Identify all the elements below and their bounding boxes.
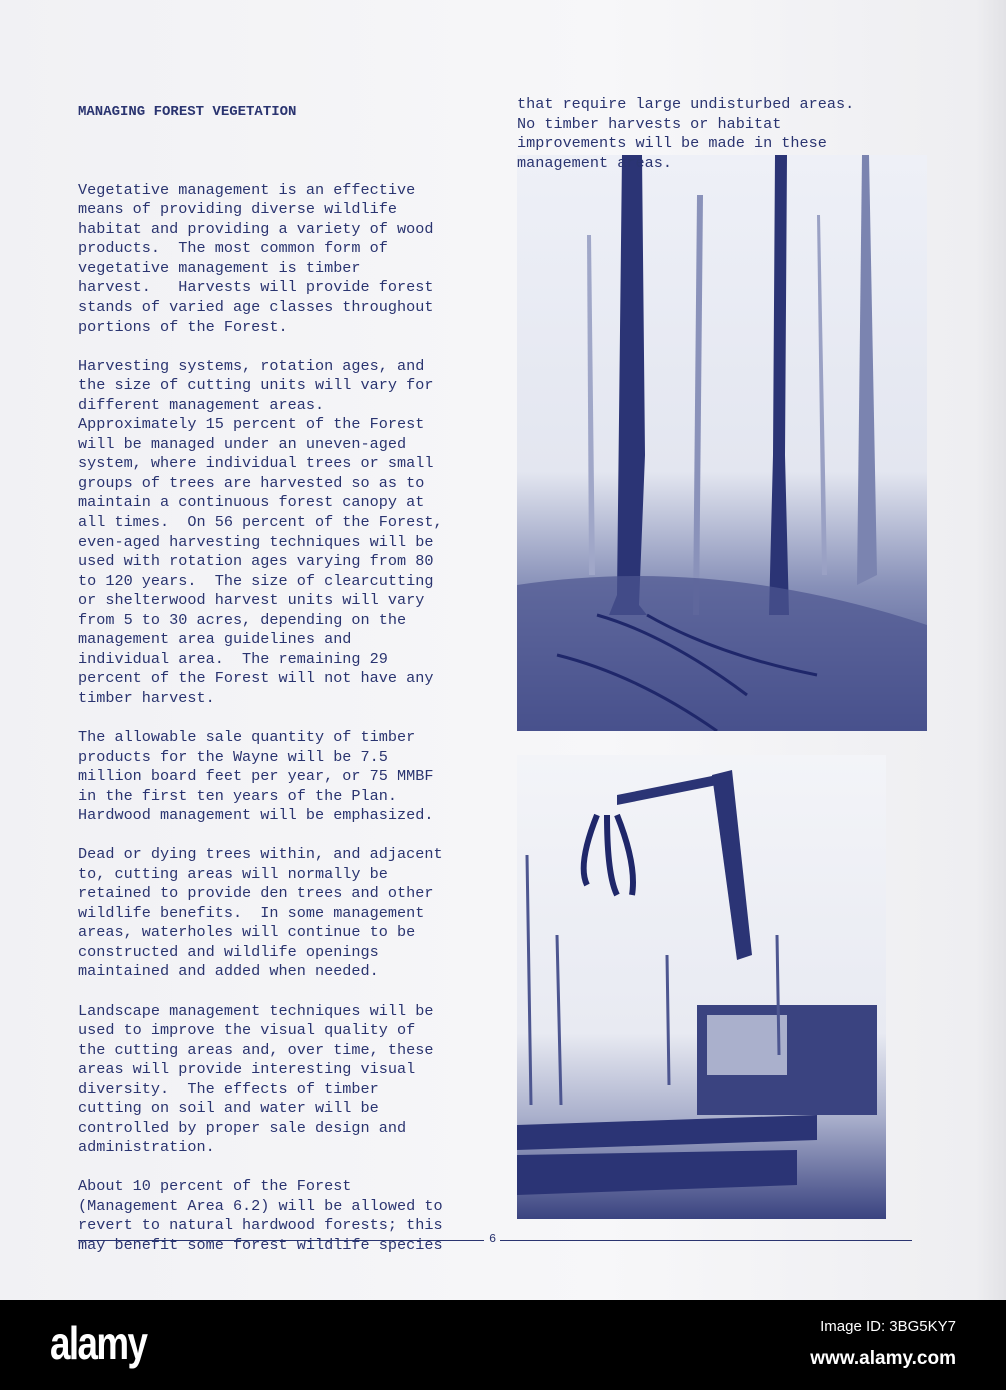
text-line: retained to provide den trees and other: [78, 884, 434, 903]
paragraph: [78, 728, 443, 826]
image-id: Image ID: 3BG5KY7: [820, 1318, 956, 1335]
text-line: the cutting areas and, over time, these: [78, 1040, 434, 1059]
text-line: the size of cutting units will vary for: [78, 376, 434, 395]
text-line: million board feet per year, or 75 MMBF: [78, 767, 434, 786]
paragraph: [78, 357, 443, 709]
text-line: maintained and added when needed.: [78, 962, 379, 981]
paragraph: [78, 1002, 443, 1158]
paragraph: [78, 845, 443, 982]
paragraph: [517, 95, 854, 173]
text-line: maintain a continuous forest canopy at: [78, 493, 425, 512]
text-line: to 120 years. The size of clearcutting: [78, 571, 434, 590]
text-line: may benefit some forest wildlife species: [78, 1236, 443, 1255]
text-line: harvest. Harvests will provide forest: [78, 278, 434, 297]
text-line: products. The most common form of: [78, 239, 388, 258]
text-line: Landscape management techniques will be: [78, 1001, 434, 1020]
text-line: will be managed under an uneven-aged: [78, 434, 407, 453]
text-line: management areas.: [517, 153, 672, 172]
right-column: [517, 56, 854, 212]
text-line: system, where individual trees or small: [78, 454, 434, 473]
alamy-logo: alamy: [50, 1317, 147, 1369]
text-line: that require large undisturbed areas.: [517, 95, 855, 114]
text-line: used to improve the visual quality of: [78, 1021, 416, 1040]
text-line: revert to natural hardwood forests; this: [78, 1216, 443, 1235]
text-line: percent of the Forest will not have any: [78, 669, 434, 688]
photo-forest-trees: [517, 155, 927, 731]
text-line: groups of trees are harvested so as to: [78, 473, 425, 492]
text-line: used with rotation ages varying from 80: [78, 552, 434, 571]
text-line: habitat and providing a variety of wood: [78, 219, 434, 238]
text-line: Hardwood management will be emphasized.: [78, 806, 434, 825]
text-line: diversity. The effects of timber: [78, 1079, 379, 1098]
text-line: or shelterwood harvest units will vary: [78, 591, 425, 610]
paragraph: [78, 181, 443, 337]
text-line: to, cutting areas will normally be: [78, 864, 388, 883]
text-line: Harvesting systems, rotation ages, and: [78, 356, 425, 375]
section-heading: MANAGING FOREST VEGETATION: [78, 104, 297, 121]
text-line: portions of the Forest.: [78, 317, 288, 336]
text-line: timber harvest.: [78, 688, 215, 707]
footer-rule-right: [500, 1240, 912, 1241]
text-line: management area guidelines and: [78, 630, 352, 649]
paragraph: [78, 1177, 443, 1255]
text-line: controlled by proper sale design and: [78, 1118, 407, 1137]
text-line: Vegetative management is an effective: [78, 180, 416, 199]
text-line: means of providing diverse wildlife: [78, 200, 397, 219]
left-column: [78, 64, 443, 1314]
text-line: stands of varied age classes throughout: [78, 298, 434, 317]
text-line: in the first ten years of the Plan.: [78, 786, 397, 805]
text-line: from 5 to 30 acres, depending on the: [78, 610, 407, 629]
text-line: vegetative management is timber: [78, 258, 361, 277]
text-line: wildlife benefits. In some management: [78, 903, 425, 922]
text-line: products for the Wayne will be 7.5: [78, 747, 388, 766]
text-line: Approximately 15 percent of the Forest: [78, 415, 425, 434]
text-line: No timber harvests or habitat: [517, 114, 782, 133]
text-line: different management areas.: [78, 395, 325, 414]
text-line: even-aged harvesting techniques will be: [78, 532, 434, 551]
text-line: areas will provide interesting visual: [78, 1060, 416, 1079]
text-line: all times. On 56 percent of the Forest,: [78, 512, 443, 531]
text-line: Dead or dying trees within, and adjacent: [78, 845, 443, 864]
text-line: constructed and wildlife openings: [78, 942, 379, 961]
text-line: The allowable sale quantity of timber: [78, 727, 416, 746]
text-line: (Management Area 6.2) will be allowed to: [78, 1196, 443, 1215]
text-line: individual area. The remaining 29: [78, 649, 388, 668]
website-link: www.alamy.com: [810, 1348, 956, 1369]
text-line: areas, waterholes will continue to be: [78, 923, 416, 942]
text-line: improvements will be made in these: [517, 134, 827, 153]
photo-log-loader-machine: [517, 755, 886, 1219]
text-line: administration.: [78, 1138, 215, 1157]
text-line: cutting on soil and water will be: [78, 1099, 379, 1118]
text-line: About 10 percent of the Forest: [78, 1177, 352, 1196]
page-number: 6: [489, 1232, 497, 1246]
